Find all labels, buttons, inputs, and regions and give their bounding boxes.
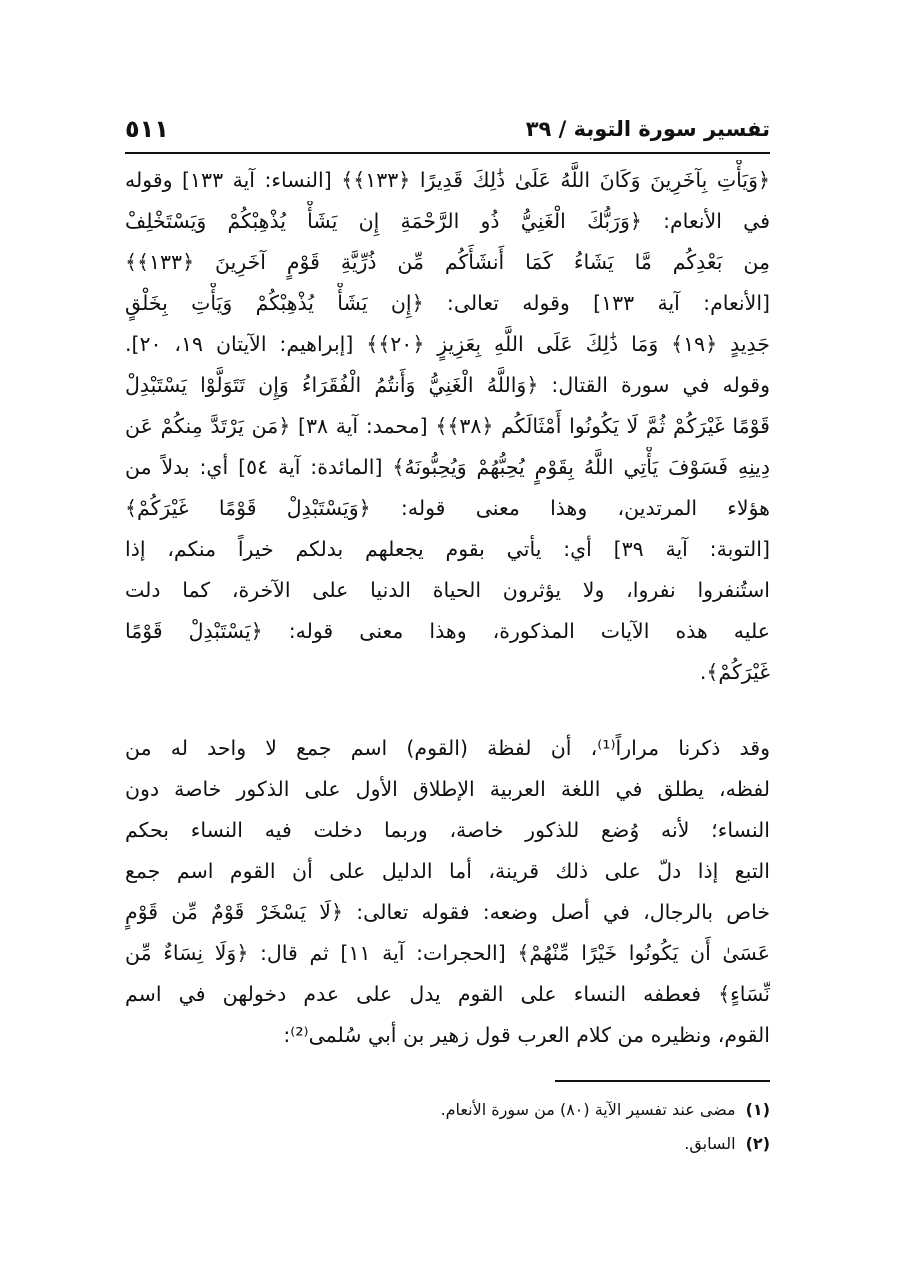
footnote-text: مضى عند تفسير الآية (٨٠) من سورة الأنعام.: [440, 1100, 736, 1119]
text-line: لفظه، يطلق في اللغة العربية الإطلاق الأول على الذكور خاصة دون: [125, 777, 770, 801]
text-line: ﴿وَيَأْتِ بِآخَرِينَ وَكَانَ اللَّهُ عَلَىٰ ذَٰلِكَ قَدِيرًا ﴿١٣٣﴾﴾ [النساء: آية ١٣٣] وقوله: [125, 168, 770, 192]
text-line: عليه هذه الآيات المذكورة، وهذا معنى قوله: ﴿يَسْتَبْدِلْ قَوْمًا: [125, 619, 770, 643]
text-line: خاص بالرجال، في أصل وضعه: فقوله تعالى: ﴿لَا يَسْخَرْ قَوْمٌ مِّن قَوْمٍ: [125, 900, 770, 924]
text-line: [التوبة: آية ٣٩] أي: يأتي بقوم يجعلهم بدلكم خيراً منكم، إذا: [125, 537, 770, 561]
text-line: نِّسَاءٍ﴾ فعطفه النساء على القوم يدل على عدم دخولهن في اسم: [125, 982, 770, 1006]
text-line: [الأنعام: آية ١٣٣] وقوله تعالى: ﴿إِن يَشَأْ يُذْهِبْكُمْ وَيَأْتِ بِخَلْقٍ: [125, 291, 770, 315]
footnote: [125, 1093, 770, 1127]
book-page: [125, 108, 770, 1218]
text-line: مِن بَعْدِكُم مَّا يَشَاءُ كَمَا أَنشَأَكُم مِّن ذُرِّيَّةِ قَوْمٍ آخَرِينَ ﴿١٣٣﴾﴾: [125, 250, 770, 274]
page-header: [125, 108, 770, 150]
text-line: قَوْمًا غَيْرَكُمْ ثُمَّ لَا يَكُونُوا أَمْثَالَكُم ﴿٣٨﴾﴾ [محمد: آية ٣٨] ﴿مَن يَرْتَدَّ مِنكُمْ عَن: [125, 414, 770, 438]
footnotes: [125, 1093, 770, 1161]
running-head: تفسير سورة التوبة / ٣٩: [525, 117, 770, 141]
text-line: استُنفروا نفروا، ولا يؤثرون الحياة الدنيا على الآخرة، كما دلت: [125, 578, 770, 602]
text-line: وقوله في سورة القتال: ﴿وَاللَّهُ الْغَنِيُّ وَأَنتُمُ الْفُقَرَاءُ وَإِن تَتَوَلَّوْا يَسْتَبْدِلْ: [125, 373, 770, 397]
text-line: التبع إذا دلّ على ذلك قرينة، أما الدليل على أن القوم اسم جمع: [125, 859, 770, 883]
page-number: ٥١١: [125, 115, 169, 143]
text-line: وقد ذكرنا مراراً⁽¹⁾، أن لفظة (القوم) اسم جمع لا واحد له من: [125, 736, 770, 760]
text-line: القوم، ونظيره من كلام العرب قول زهير بن أبي سُلمى⁽²⁾:: [283, 1023, 770, 1047]
paragraph-qawm-definition: [125, 728, 770, 1056]
text-line: جَدِيدٍ ﴿١٩﴾ وَمَا ذَٰلِكَ عَلَى اللَّهِ بِعَزِيزٍ ﴿٢٠﴾﴾ [إبراهيم: الآيتان ١٩، ٢٠].: [125, 332, 770, 356]
text-line: عَسَىٰ أَن يَكُونُوا خَيْرًا مِّنْهُمْ﴾ [الحجرات: آية ١١] ثم قال: ﴿وَلَا نِسَاءٌ مِّن: [125, 941, 770, 965]
text-line: دِينِهِ فَسَوْفَ يَأْتِي اللَّهُ بِقَوْمٍ يُحِبُّهُمْ وَيُحِبُّونَهُ﴾ [المائدة: آية ٥٤] أي: بدلاً من: [125, 455, 770, 479]
text-line: هؤلاء المرتدين، وهذا معنى قوله: ﴿وَيَسْتَبْدِلْ قَوْمًا غَيْرَكُمْ﴾: [125, 496, 770, 520]
footnote-text: السابق.: [684, 1134, 736, 1153]
text-line: في الأنعام: ﴿وَرَبُّكَ الْغَنِيُّ ذُو الرَّحْمَةِ إِن يَشَأْ يُذْهِبْكُمْ وَيَسْتَخْلِفْ: [125, 209, 770, 233]
text-line: النساء؛ لأنه وُضع للذكور خاصة، وربما دخلت فيه النساء بحكم: [125, 818, 770, 842]
footnote-rule: [555, 1080, 770, 1082]
paragraph-tafsir-verses: [125, 160, 770, 693]
header-rule: [125, 152, 770, 154]
text-line: غَيْرَكُمْ﴾.: [699, 660, 770, 684]
footnote-number: (٢): [745, 1134, 770, 1153]
footnote: [125, 1127, 770, 1161]
footnote-number: (١): [745, 1100, 770, 1119]
